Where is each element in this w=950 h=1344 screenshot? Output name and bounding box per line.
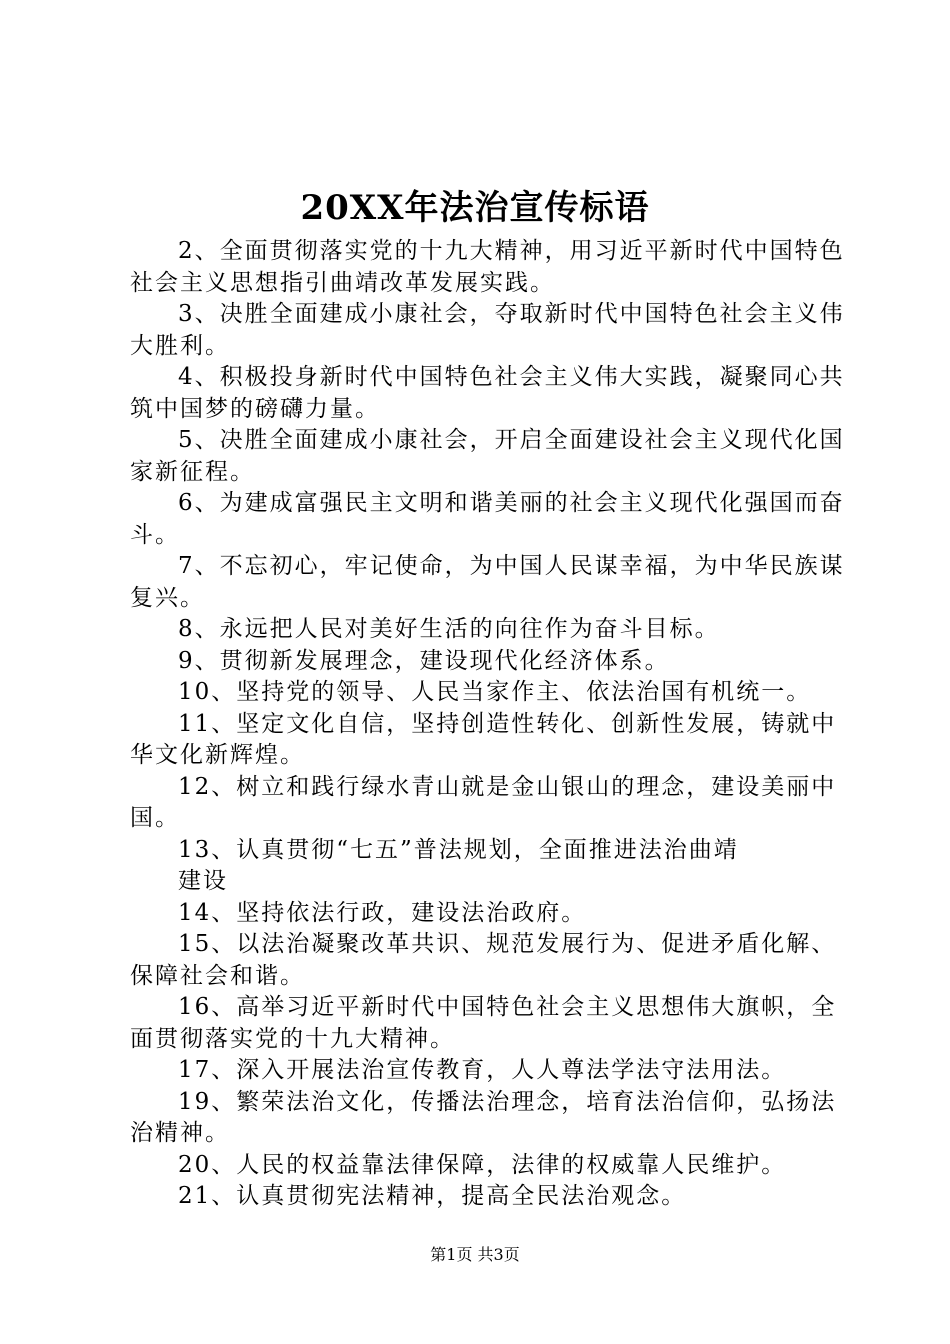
slogan-11: 11、坚定文化自信，坚持创造性转化、创新性发展，铸就中华文化新辉煌。 — [130, 710, 837, 768]
slogan-7: 7、不忘初心，牢记使命，为中国人民谋幸福，为中华民族谋复兴。 — [130, 553, 845, 611]
slogan-21: 21、认真贯彻宪法精神，提高全民法治观念。 — [178, 1183, 687, 1209]
slogan-12: 12、树立和践行绿水青山就是金山银山的理念，建设美丽中国。 — [130, 773, 837, 831]
slogan-13: 13、认真贯彻“七五”普法规划，全面推进法治曲靖 — [178, 836, 739, 863]
page-footer: 第1页 共3页 — [430, 1245, 520, 1264]
slogan-10: 10、坚持党的领导、人民当家作主、依法治国有机统一。 — [178, 679, 812, 705]
slogan-20: 20、人民的权益靠法律保障，法律的权威靠人民维护。 — [178, 1151, 787, 1178]
slogan-2: 2、全面贯彻落实党的十九大精神，用习近平新时代中国特色社会主义思想指引曲靖改革发展实践。 — [130, 238, 845, 296]
document-title: 20XX年法治宣传标语 — [300, 188, 650, 228]
slogan-list — [130, 236, 850, 1213]
slogan-13-continuation: 建设 — [178, 868, 228, 894]
slogan-16: 16、高举习近平新时代中国特色社会主义思想伟大旗帜，全面贯彻落实党的十九大精神。 — [130, 994, 837, 1052]
slogan-4: 4、积极投身新时代中国特色社会主义伟大实践，凝聚同心共筑中国梦的磅礴力量。 — [130, 364, 845, 422]
slogan-9: 9、贯彻新发展理念，建设现代化经济体系。 — [178, 647, 670, 674]
slogan-3: 3、决胜全面建成小康社会，夺取新时代中国特色社会主义伟大胜利。 — [130, 301, 845, 359]
slogan-6: 6、为建成富强民主文明和谐美丽的社会主义现代化强国而奋斗。 — [130, 490, 845, 548]
slogan-15: 15、以法治凝聚改革共识、规范发展行为、促进矛盾化解、保障社会和谐。 — [130, 931, 837, 989]
slogan-14: 14、坚持依法行政，建设法治政府。 — [178, 899, 587, 926]
slogan-17: 17、深入开展法治宣传教育，人人尊法学法守法用法。 — [178, 1057, 787, 1083]
slogan-19: 19、繁荣法治文化，传播法治理念，培育法治信仰，弘扬法治精神。 — [130, 1088, 837, 1146]
slogan-8: 8、永远把人民对美好生活的向往作为奋斗目标。 — [178, 616, 720, 642]
slogan-5: 5、决胜全面建成小康社会，开启全面建设社会主义现代化国家新征程。 — [130, 427, 845, 485]
